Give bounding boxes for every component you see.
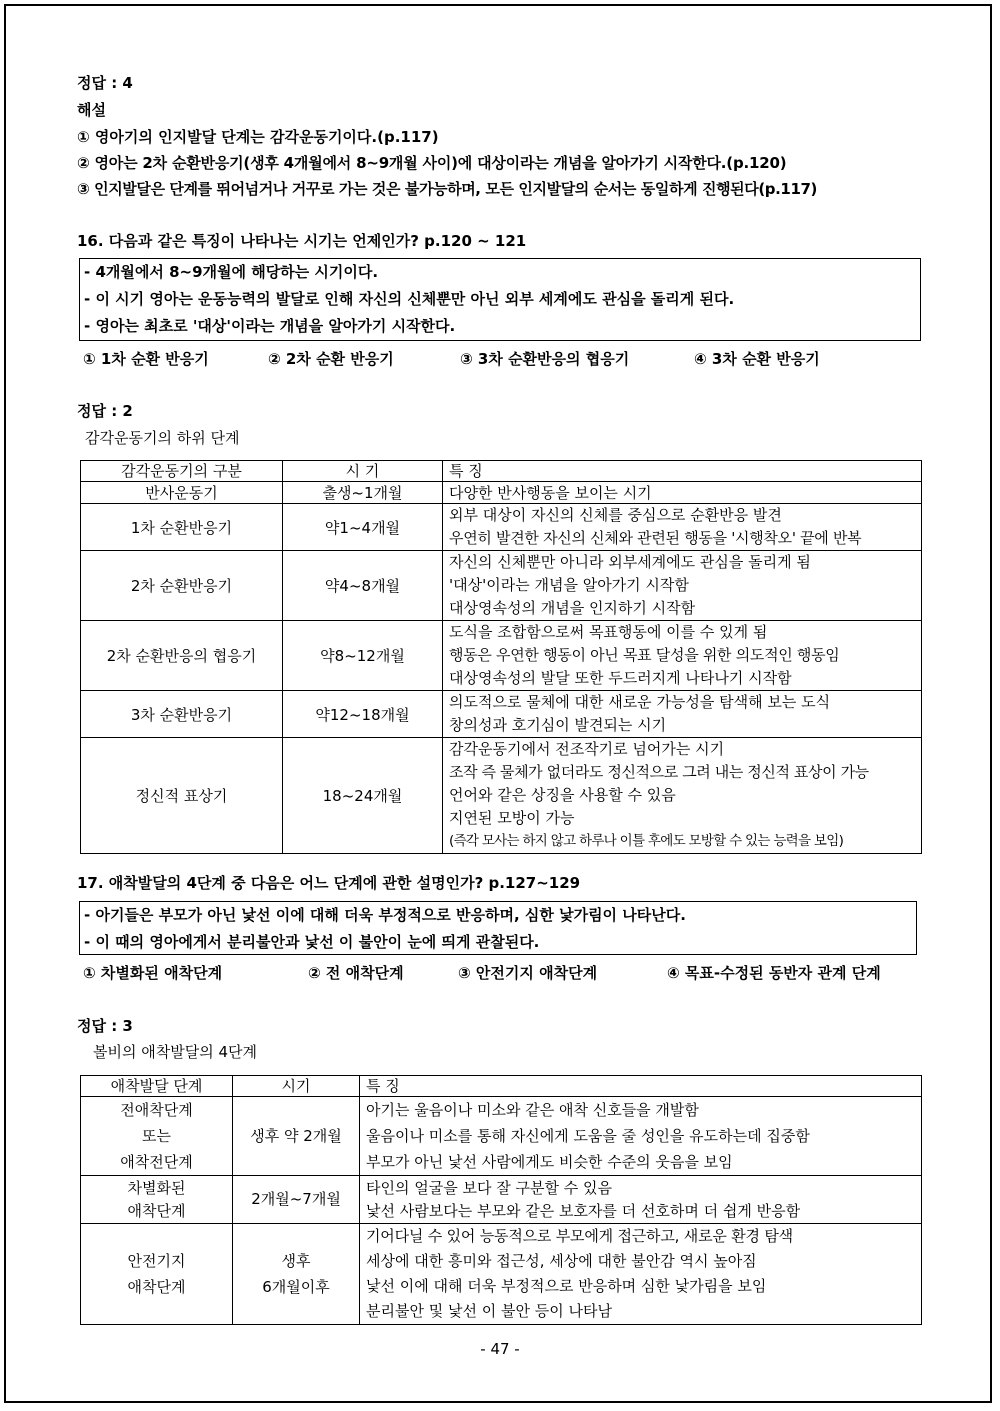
period-cell: 약1~4개월 [283,504,443,551]
table-row [81,504,922,551]
table-header-row [81,461,922,482]
header-stage: 감각운동기의 구분 [81,461,283,482]
q16-option-3: ③ 3차 순환반응의 협응기 [460,350,630,368]
features-cell: 외부 대상이 자신의 신체를 중심으로 순환반응 발견 우연히 발견한 자신의 신체와 관련된 행동을 '시행착오' 끝에 반복 [443,504,922,551]
period-cell: 18~24개월 [283,738,443,854]
attachment-table [80,1075,922,1325]
period-cell: 약4~8개월 [283,551,443,621]
table-header-row [81,1076,922,1097]
answer-15-label: 정답 : 4 [77,74,133,92]
table-row [81,1097,922,1176]
stage-cell: 전애착단계 또는 애착전단계 [81,1097,233,1176]
q16-box-line-3: - 영아는 최초로 '대상'이라는 개념을 알아가기 시작한다. [84,317,456,335]
table-row [81,738,922,854]
period-cell: 생후 6개월이후 [233,1224,360,1325]
q16-box-line-2: - 이 시기 영아는 운동능력의 발달로 인해 자신의 신체뿐만 아닌 외부 세계에도 관심을 돌리게 된다. [84,290,735,308]
page-number: - 47 - [480,1340,520,1358]
features-cell: 다양한 반사행동을 보이는 시기 [443,482,922,504]
header-features: 특 징 [360,1076,922,1097]
question-17: 17. 애착발달의 4단계 중 다음은 어느 단계에 관한 설명인가? p.127~129 [77,874,581,892]
period-cell: 약12~18개월 [283,691,443,738]
period-cell: 약8~12개월 [283,621,443,691]
table-row [81,691,922,738]
stage-cell: 안전기지 애착단계 [81,1224,233,1325]
question-16-box [79,258,921,341]
header-period: 시기 [233,1076,360,1097]
stage-cell: 정신적 표상기 [81,738,283,854]
period-cell: 2개월~7개월 [233,1176,360,1224]
q17-option-3: ③ 안전기지 애착단계 [458,964,598,982]
q16-box-line-1: - 4개월에서 8~9개월에 해당하는 시기이다. [84,263,379,281]
q16-option-2: ② 2차 순환 반응기 [268,350,394,368]
q17-option-2: ② 전 애착단계 [308,964,404,982]
features-cell: 자신의 신체뿐만 아니라 외부세계에도 관심을 돌리게 됨 '대상'이라는 개념을 알아가기 시작함 대상영속성의 개념을 인지하기 시작함 [443,551,922,621]
q17-box-line-2: - 이 때의 영아에게서 분리불안과 낯선 이 불안이 눈에 띄게 관찰된다. [84,933,540,951]
header-stage: 애착발달 단계 [81,1076,233,1097]
q17-option-1: ① 차별화된 애착단계 [83,964,223,982]
q17-box-line-1: - 아기들은 부모가 아닌 낯선 이에 대해 더욱 부정적으로 반응하며, 심한 낯가림이 나타난다. [84,906,686,924]
table-row [81,621,922,691]
explanation-point-2: ② 영아는 2차 순환반응기(생후 4개월에서 8~9개월 사이)에 대상이라는 개념을 알아가기 시작한다.(p.120) [77,154,787,172]
stage-cell: 반사운동기 [81,482,283,504]
header-features: 특 징 [443,461,922,482]
sensorimotor-table-title: 감각운동기의 하위 단계 [85,429,240,447]
q16-option-4: ④ 3차 순환 반응기 [694,350,820,368]
sensorimotor-table [80,460,922,854]
explanation-point-3: ③ 인지발달은 단계를 뛰어넘거나 거꾸로 가는 것은 불가능하며, 모든 인지발달의 순서는 동일하게 진행된다(p.117) [77,180,817,198]
q17-option-4: ④ 목표-수정된 동반자 관계 단계 [667,964,881,982]
question-16: 16. 다음과 같은 특징이 나타나는 시기는 언제인가? p.120 ~ 121 [77,232,527,250]
q16-option-1: ① 1차 순환 반응기 [83,350,209,368]
table-row [81,1224,922,1325]
answer-16-label: 정답 : 2 [77,402,133,420]
stage-cell: 2차 순환반응기 [81,551,283,621]
period-cell: 생후 약 2개월 [233,1097,360,1176]
header-period: 시 기 [283,461,443,482]
features-cell: 감각운동기에서 전조작기로 넘어가는 시기 조작 즉 물체가 없더라도 정신적으로 그려 내는 정신적 표상이 가능 언어와 같은 상징을 사용할 수 있음 지연된 모방이 가능 (즉각 모사는 하지 않고 하루나 이틀 후에도 모방할 수 있는 능력을 보임) [443,738,922,854]
features-cell: 아기는 울음이나 미소와 같은 애착 신호들을 개발함 울음이나 미소를 통해 자신에게 도움을 줄 성인을 유도하는데 집중함 부모가 아닌 낯선 사람에게도 비슷한 수준의 웃음을 보임 [360,1097,922,1176]
stage-cell: 3차 순환반응기 [81,691,283,738]
table-row [81,482,922,504]
features-cell: 도식을 조합함으로써 목표행동에 이를 수 있게 됨 행동은 우연한 행동이 아닌 목표 달성을 위한 의도적인 행동임 대상영속성의 발달 또한 두드러지게 나타나기 시작함 [443,621,922,691]
explanation-point-1: ① 영아기의 인지발달 단계는 감각운동기이다.(p.117) [77,128,439,146]
features-cell: 타인의 얼굴을 보다 잘 구분할 수 있음 낯선 사람보다는 부모와 같은 보호자를 더 선호하며 더 쉽게 반응함 [360,1176,922,1224]
attachment-table-title: 볼비의 애착발달의 4단계 [93,1043,257,1061]
table-row [81,1176,922,1224]
question-17-box [79,901,917,955]
features-cell: 의도적으로 물체에 대한 새로운 가능성을 탐색해 보는 도식 창의성과 호기심이 발견되는 시기 [443,691,922,738]
answer-17-label: 정답 : 3 [77,1017,133,1035]
stage-cell: 2차 순환반응의 협응기 [81,621,283,691]
stage-cell: 차별화된 애착단계 [81,1176,233,1224]
table-row [81,551,922,621]
features-cell: 기어다닐 수 있어 능동적으로 부모에게 접근하고, 새로운 환경 탐색 세상에 대한 흥미와 접근성, 세상에 대한 불안감 역시 높아짐 낯선 이에 대해 더욱 부정적으로 반응하며 심한 낯가림을 보임 분리불안 및 낯선 이 불안 등이 나타남 [360,1224,922,1325]
period-cell: 출생~1개월 [283,482,443,504]
stage-cell: 1차 순환반응기 [81,504,283,551]
explanation-heading: 해설 [77,101,106,119]
